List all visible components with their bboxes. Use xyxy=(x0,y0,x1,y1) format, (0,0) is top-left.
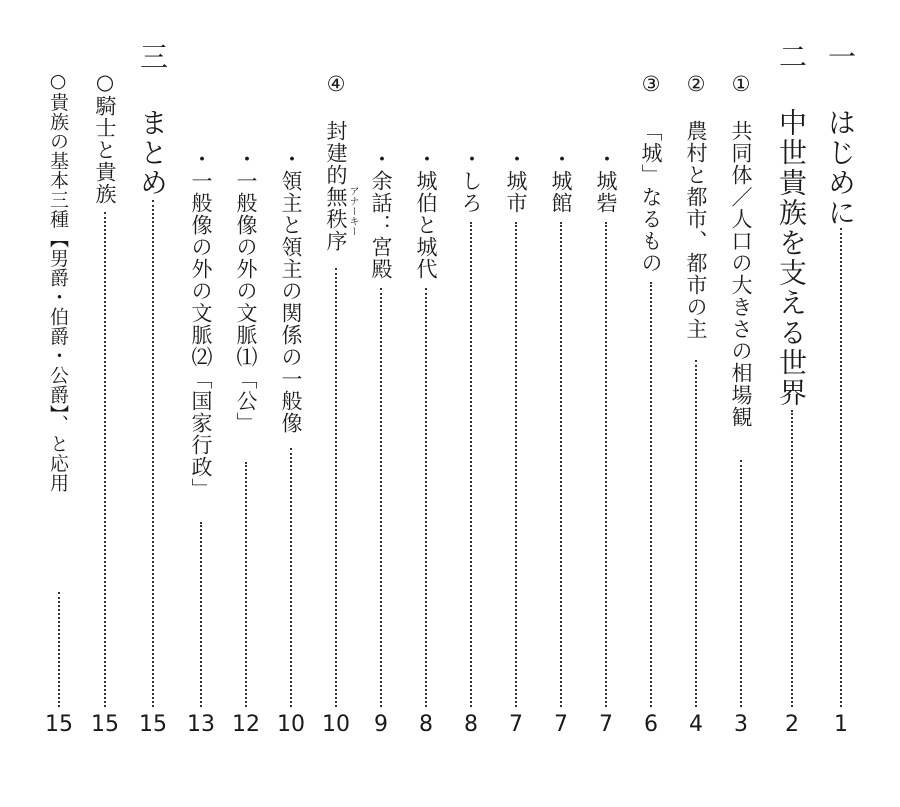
page-number: 15 xyxy=(91,712,119,737)
page-number: 13 xyxy=(187,712,215,737)
toc-entry-17[interactable] xyxy=(82,0,128,807)
leader-dots xyxy=(470,222,472,707)
leader-dots xyxy=(245,462,247,707)
page-number: 3 xyxy=(734,712,748,737)
toc-entry-7[interactable] xyxy=(538,0,584,807)
toc-entry-title: ・一般像の外の文脈⑴「公」 xyxy=(234,148,258,434)
leader-dots xyxy=(840,228,842,707)
leader-dots xyxy=(380,288,382,707)
toc-entry-title: ・余話：宮殿 xyxy=(369,148,393,280)
page-number: 8 xyxy=(464,712,478,737)
toc-entry-title: ・城伯と城代 xyxy=(414,148,438,280)
toc-entry-11[interactable] xyxy=(358,0,404,807)
toc-entry-title: 中世貴族を支える世界 xyxy=(775,108,808,408)
toc-entry-title: 共同体／人口の大きさの相場観 xyxy=(729,120,753,428)
toc-entry-title: 農村と都市、都市の主 xyxy=(684,120,708,340)
toc-entry-title: ・一般像の外の文脈⑵「国家行政」 xyxy=(189,148,213,500)
toc-entry-title: ・城砦 xyxy=(594,148,618,214)
toc-entry-2[interactable] xyxy=(769,0,815,807)
leader-dots xyxy=(560,222,562,707)
page-number: 2 xyxy=(785,712,799,737)
page-number: 1 xyxy=(834,712,848,737)
toc-entry-5[interactable] xyxy=(628,0,674,807)
leader-dots xyxy=(335,268,337,707)
page-number: 15 xyxy=(139,712,167,737)
toc-entry-4[interactable] xyxy=(673,0,719,807)
page-number: 10 xyxy=(322,712,350,737)
toc-entry-16[interactable] xyxy=(130,0,176,807)
leader-dots xyxy=(650,282,652,707)
section-numeral: ② xyxy=(684,72,708,97)
toc-entry-title: ・しろ xyxy=(459,148,483,214)
leader-dots xyxy=(695,360,697,707)
section-numeral: ① xyxy=(729,72,753,97)
toc-entry-15[interactable] xyxy=(178,0,224,807)
toc-entry-8[interactable] xyxy=(493,0,539,807)
toc-entry-title: 「城」なるもの xyxy=(639,120,663,274)
chapter-numeral: 三 xyxy=(136,42,169,72)
page-number: 7 xyxy=(509,712,523,737)
leader-dots xyxy=(104,212,106,707)
toc-entry-10[interactable] xyxy=(403,0,449,807)
toc-entry-13[interactable] xyxy=(268,0,314,807)
page-number: 7 xyxy=(599,712,613,737)
ruby-annotation: アナーキー xyxy=(347,186,358,236)
leader-dots xyxy=(740,460,742,707)
leader-dots xyxy=(605,222,607,707)
toc-entry-title: まとめ xyxy=(136,108,169,198)
chapter-numeral: 一 xyxy=(824,42,857,72)
section-numeral: ③ xyxy=(639,72,663,97)
toc-entry-title: ・城館 xyxy=(549,148,573,214)
leader-dots xyxy=(791,410,793,707)
toc-entry-title: ○騎士と貴族 xyxy=(93,70,117,205)
toc-entry-1[interactable] xyxy=(818,0,864,807)
page-number: 9 xyxy=(374,712,388,737)
toc-entry-title: ・領主と領主の関係の一般像 xyxy=(279,148,303,434)
leader-dots xyxy=(515,222,517,707)
toc-entry-title: ・城市 xyxy=(504,148,528,214)
toc-entry-6[interactable] xyxy=(583,0,629,807)
leader-dots xyxy=(425,288,427,707)
toc-entry-12[interactable] xyxy=(313,0,359,807)
toc-entry-3[interactable] xyxy=(718,0,764,807)
page-number: 15 xyxy=(45,712,73,737)
toc-entry-18[interactable] xyxy=(36,0,82,807)
toc-entry-title: ○貴族の基本三種【男爵・伯爵・公爵】、と応用 xyxy=(47,70,69,493)
toc-entry-9[interactable] xyxy=(448,0,494,807)
page-number: 8 xyxy=(419,712,433,737)
leader-dots xyxy=(290,448,292,707)
section-numeral: ④ xyxy=(324,72,348,97)
page-number: 12 xyxy=(232,712,260,737)
leader-dots xyxy=(200,522,202,707)
page-number: 4 xyxy=(689,712,703,737)
leader-dots xyxy=(58,592,60,707)
page-number: 10 xyxy=(277,712,305,737)
page-number: 7 xyxy=(554,712,568,737)
toc-entry-title: 封建的無秩序 xyxy=(324,120,348,252)
chapter-numeral: 二 xyxy=(775,42,808,72)
page-number: 6 xyxy=(644,712,658,737)
toc-entry-title: はじめに xyxy=(824,108,857,228)
leader-dots xyxy=(152,200,154,707)
toc-entry-14[interactable] xyxy=(223,0,269,807)
